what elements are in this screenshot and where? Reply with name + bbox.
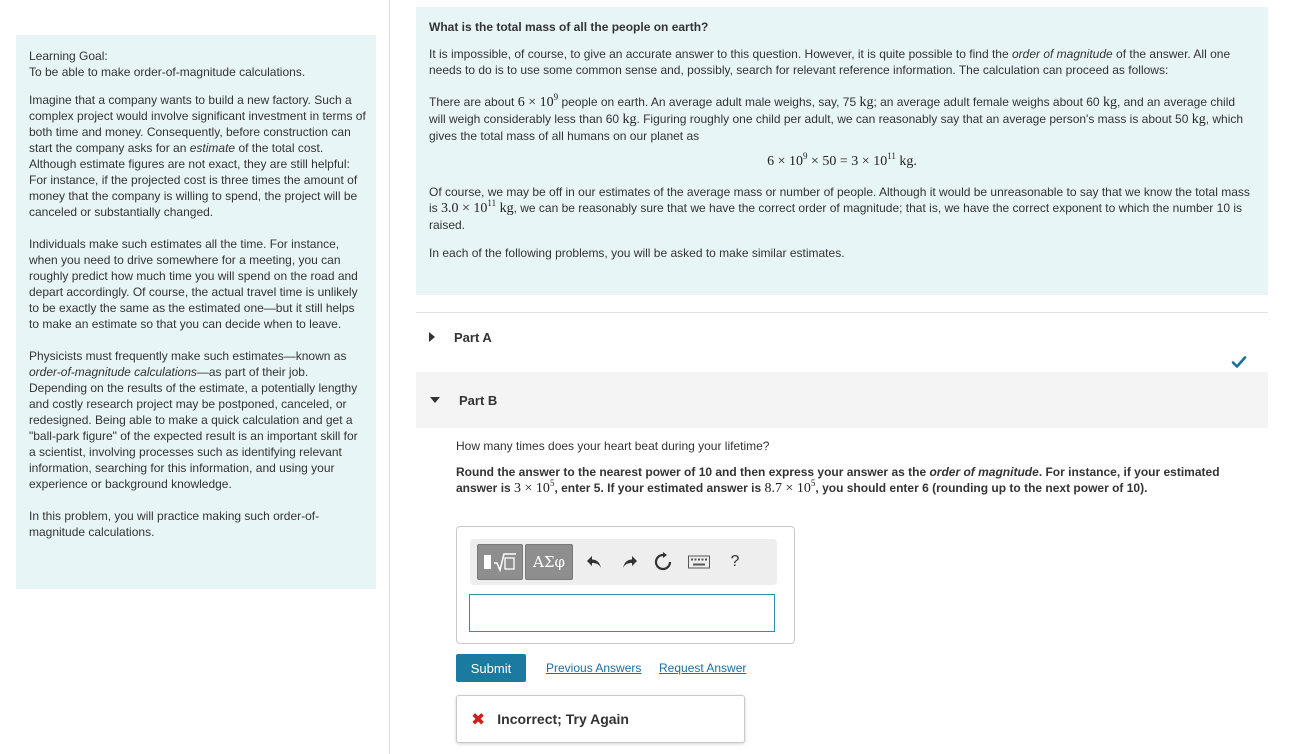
collapse-arrow-icon [430, 397, 440, 403]
redo-icon[interactable] [617, 550, 641, 574]
learning-goal-panel [16, 35, 376, 589]
part-b-content [456, 438, 1261, 497]
part-a-header[interactable] [416, 320, 1268, 354]
problem-intro-paragraph-4: In each of the following problems, you will be asked to make similar estimates. [429, 246, 845, 260]
previous-answers-link[interactable]: Previous Answers [546, 661, 642, 675]
templates-button[interactable] [477, 544, 523, 580]
submit-button[interactable]: Submit [456, 654, 526, 682]
request-answer-link[interactable]: Request Answer [659, 661, 747, 675]
intro-paragraph-2: Individuals make such estimates all the time. For instance, when you need to drive somewhere for a meeting, you can roughly predict how much time you will spend on the road and depart accordingly. Of course, the actual travel time is unlikely to be exactly the same as the estimated one—but it still helps to make an estimate so that you can decide when to leave. [29, 237, 358, 331]
reset-icon[interactable] [651, 550, 675, 574]
undo-icon[interactable] [583, 550, 607, 574]
problem-intro [416, 7, 1268, 295]
checkmark-icon [1231, 355, 1247, 369]
section-divider [416, 312, 1268, 313]
answer-widget [456, 526, 795, 644]
math-toolbar [470, 539, 777, 585]
part-b-label: Part B [459, 392, 498, 408]
problem-question-title: What is the total mass of all the people on earth? [429, 20, 709, 34]
feedback-box [456, 695, 745, 743]
part-a-label: Part A [454, 329, 492, 345]
intro-paragraph-4: In this problem, you will practice making such order-of-magnitude calculations. [29, 509, 320, 539]
intro-paragraph-3: Physicists must frequently make such estimates—known as order-of-magnitude calculations—as part of their job. Depending on the results of the estimate, a potentially lengthy and costly research project may be postponed, canceled, or redesigned. Being able to make a quick calculation and get a "ball-park figure" of the expected result is an important skill for a scientist, involving processes such as identifying relevant information, searching for this information, and using your experience or background knowledge. [29, 349, 358, 491]
intro-paragraph-1: Imagine that a company wants to build a new factory. Such a complex project would involve significant investment in terms of both time and money. Consequently, before construction can start the company asks for an estimate of the total cost. Although estimate figures are not exact, they are still helpful: For instance, if the projected cost is three times the amount of money that the company is willing to spend, the project will be canceled or substantially changed. [29, 93, 366, 219]
part-b-question: How many times does your heart beat during your lifetime? [456, 439, 770, 453]
problem-intro-paragraph-3: Of course, we may be off in our estimates of the average mass or number of people. Although it would be unreasonable to say that we know the total mass is $3.0 \times 10^{11}$ kg, we can be reasonably sure that we have the correct order of magnitude; that is, we have the correct exponent to which the number 10 is raised. [429, 185, 1250, 232]
incorrect-x-icon: ✖ [471, 709, 486, 729]
problem-intro-paragraph-1: It is impossible, of course, to give an accurate answer to this question. However, it is quite possible to find the order of magnitude of the answer. All one needs to do is to use some common sense and, possibly, search for relevant reference information. The calculation can proceed as follows: [429, 47, 1231, 77]
part-b-instruction: Round the answer to the nearest power of 10 and then express your answer as the order of magnitude. For instance, if your estimated answer is $3 \times 10^5$, enter 5. If your estimated answer is $8.7 \times 10^5$, you should enter 6 (rounding up to the next power of 10). [456, 465, 1220, 496]
answer-input[interactable] [469, 594, 775, 632]
learning-goal-title: Learning Goal: [29, 49, 108, 63]
expand-arrow-icon [429, 332, 435, 342]
column-divider [389, 0, 390, 754]
problem-intro-paragraph-2: There are about $6 \times 10^9$ people on earth. An average adult male weighs, say, 75 kg; an average adult female weighs about 60 kg, and an average child will weigh considerably less than 60 kg. Figuring roughly one child per adult, we can reasonably say that an average person's mass is about 50 kg, which gives the total mass of all humans on our planet as [429, 92, 1244, 143]
feedback-message: Incorrect; Try Again [497, 711, 629, 727]
part-b-header[interactable] [416, 372, 1268, 428]
keyboard-icon[interactable] [687, 550, 711, 574]
templates-icon [482, 551, 518, 573]
mass-equation: $6 \times 10^9 \times 50 = 3 \times 10^{11}$ kg. [767, 151, 917, 169]
greek-symbols-button[interactable]: ΑΣφ [525, 544, 573, 580]
help-button[interactable]: ? [730, 553, 740, 570]
learning-goal-text: To be able to make order-of-magnitude calculations. [29, 65, 306, 79]
